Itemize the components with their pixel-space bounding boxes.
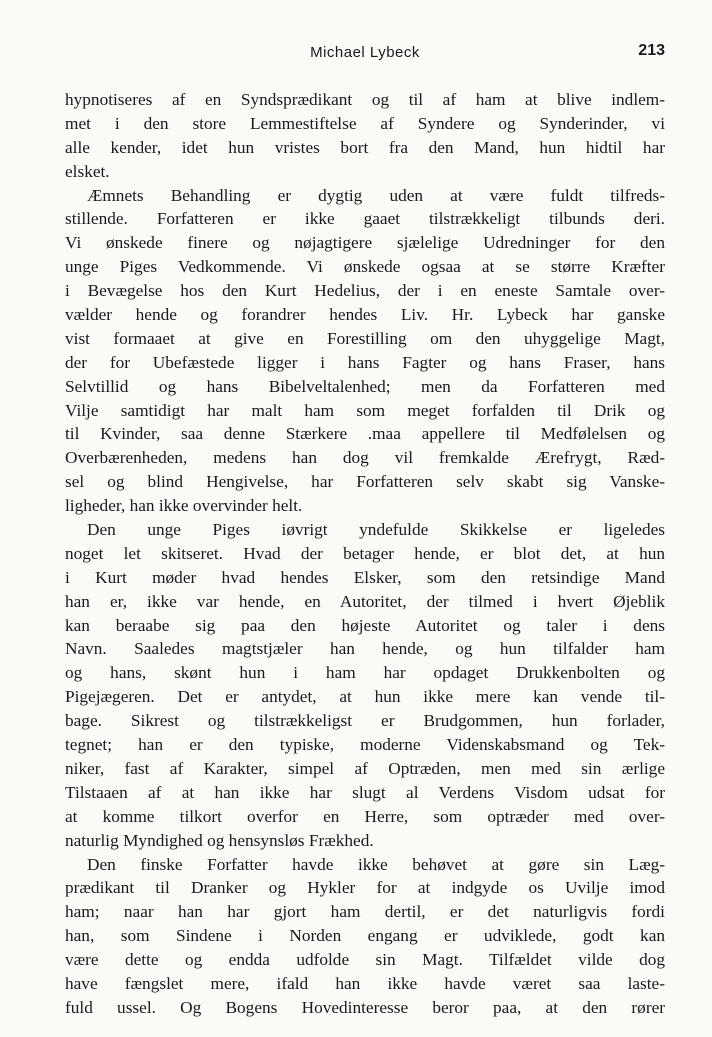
text-line: der for Ubefæstede ligger i hans Fagter og hans Fraser, hans [65, 352, 665, 372]
text-line: vælder hende og forandrer hendes Liv. Hr. Lybeck har ganske [65, 305, 665, 325]
text-line: hypnotiseres af en Syndsprædikant og til af ham at blive indlem- [65, 90, 665, 109]
body-text [65, 88, 665, 1020]
text-line: Navn. Saaledes magtstjæler han hende, og hun tilfalder ham [65, 639, 665, 659]
text-line: prædikant til Dranker og Hykler for at indgyde os Uvilje imod [65, 878, 665, 898]
paragraph [65, 88, 665, 184]
text-line: unge Piges Vedkommende. Vi ønskede ogsaa at se større Kræfter [65, 257, 665, 277]
text-line: være dette og endda udfolde sin Magt. Tilfældet vilde dog [65, 950, 665, 970]
running-title: Michael Lybeck [310, 44, 420, 61]
text-line: have fængslet mere, ifald han ikke havde været saa laste- [65, 973, 665, 993]
text-line: ham; naar han har gjort ham dertil, er det naturligvis fordi [65, 902, 665, 922]
text-line: han, som Sindene i Norden engang er udviklede, godt kan [65, 926, 665, 946]
text-line: elsket. [65, 161, 110, 181]
text-line: niker, fast af Karakter, simpel af Optræden, men med sin ærlige [65, 758, 665, 778]
text-line: bage. Sikrest og tilstrækkeligst er Brudgommen, hun forlader, [65, 711, 665, 731]
text-line: kan beraabe sig paa den højeste Autoritet og taler i dens [65, 615, 665, 635]
text-line: til Kvinder, saa denne Stærkere .maa appellere til Medfølelsen og [65, 424, 665, 444]
text-line: Selvtillid og hans Bibelveltalenhed; men da Forfatteren med [65, 376, 665, 396]
text-line: vist formaaet at give en Forestilling om den uhyggelige Magt, [65, 328, 665, 348]
book-page [65, 40, 665, 1020]
text-line: Overbærenheden, medens han dog vil fremkalde Ærefrygt, Ræd- [65, 448, 665, 468]
page-header [65, 40, 665, 64]
text-line: Vi ønskede finere og nøjagtigere sjælelige Udredninger for den [65, 233, 665, 253]
paragraph [65, 184, 665, 518]
text-line: og hans, skønt hun i ham har opdaget Drukkenbolten og [65, 663, 665, 683]
text-line: fuld ussel. Og Bogens Hovedinteresse beror paa, at den rører [65, 997, 665, 1017]
text-line: han er, ikke var hende, en Autoritet, der tilmed i hvert Øjeblik [65, 591, 665, 611]
text-line: i Bevægelse hos den Kurt Hedelius, der i en eneste Samtale over- [65, 281, 665, 301]
text-line: sel og blind Hengivelse, har Forfatteren selv skabt sig Vanske- [65, 472, 665, 492]
text-line: Den finske Forfatter havde ikke behøvet at gøre sin Læg- [87, 854, 665, 874]
text-line: at komme tilkort overfor en Herre, som optræder med over- [65, 806, 665, 826]
paragraph [65, 518, 665, 852]
text-line: i Kurt møder hvad hendes Elsker, som den retsindige Mand [65, 567, 665, 587]
text-line: Tilstaaen af at han ikke har slugt al Verdens Visdom udsat for [65, 782, 665, 802]
text-line: met i den store Lemmestiftelse af Syndere og Synderinder, vi [65, 113, 665, 133]
text-line: Vilje samtidigt har malt ham som meget forfalden til Drik og [65, 400, 665, 420]
text-line: alle kender, idet hun vristes bort fra den Mand, hun hidtil har [65, 137, 665, 157]
text-line: Pigejægeren. Det er antydet, at hun ikke mere kan vende til- [65, 687, 665, 707]
text-line: tegnet; han er den typiske, moderne Videnskabsmand og Tek- [65, 735, 665, 755]
text-line: Den unge Piges iøvrigt yndefulde Skikkelse er ligeledes [87, 520, 665, 540]
text-line: noget let skitseret. Hvad der betager hende, er blot det, at hun [65, 543, 665, 563]
text-line: naturlig Myndighed og hensynsløs Frækhed. [65, 830, 374, 850]
paragraph [65, 853, 665, 1020]
page-number: 213 [638, 42, 665, 59]
text-line: Æmnets Behandling er dygtig uden at være fuldt tilfreds- [87, 185, 665, 205]
text-line: ligheder, han ikke overvinder helt. [65, 496, 303, 516]
text-line: stillende. Forfatteren er ikke gaaet tilstrækkeligt tilbunds deri. [65, 209, 665, 229]
